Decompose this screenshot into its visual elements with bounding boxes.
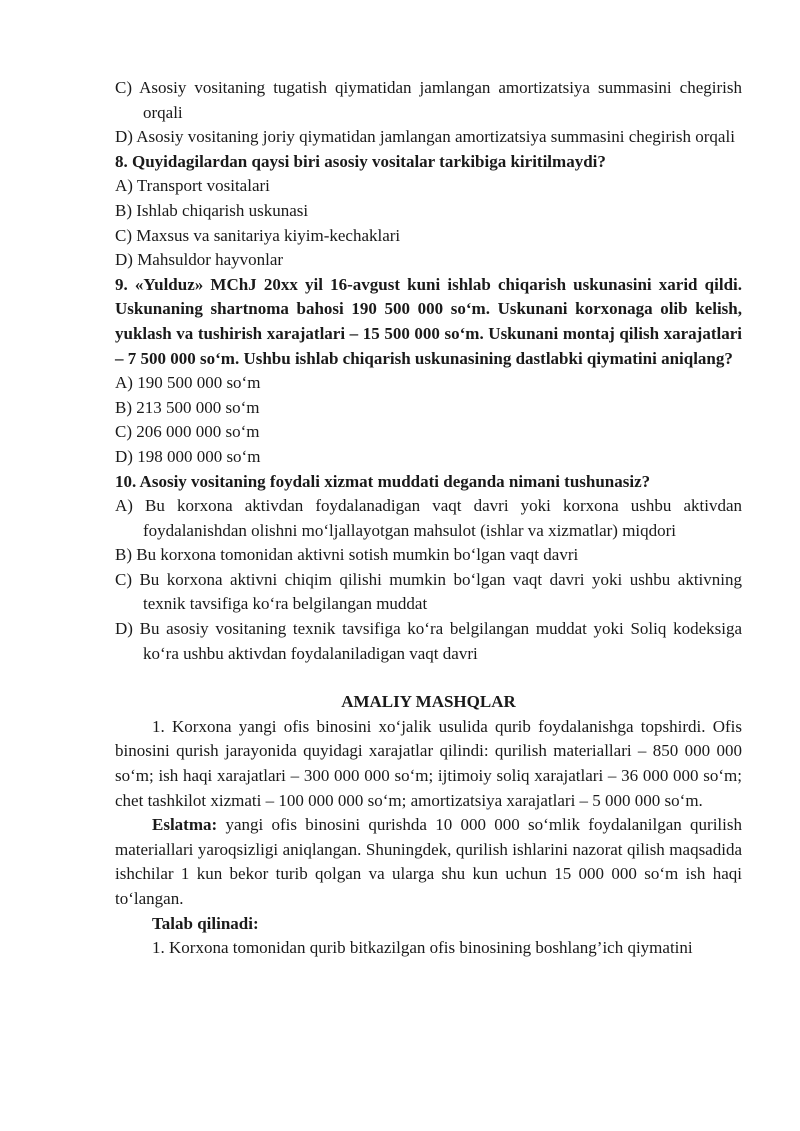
exercise-paragraph: 1. Korxona yangi ofis binosini xo‘jalik usulida qurib foydalanishga topshirdi. Ofis binosini qurish jarayonida quyidagi xarajatlar qilindi: qurilish materiallari – 850 000 000 so‘m; ish haqi xarajatlari – 300 000 000 so‘m; ijtimoiy soliq xarajatlari – 36 000 000 so‘m; chet tashkilot xizmati – 100 000 000 so‘m; amortizatsiya xarajatlari – 5 000 000 so‘m. [115,716,742,810]
q8-option-d: D) Mahsuldor hayvonlar [115,250,284,270]
task-1: 1. Korxona tomonidan qurib bitkazilgan ofis binosining boshlang’ich qiymatini [152,938,693,958]
document-page [115,76,742,961]
q8-option-b: B) Ishlab chiqarish uskunasi [115,200,309,220]
section-title: AMALIY MASHQLAR [341,692,516,712]
question-9: 9. «Yulduz» MChJ 20xx yil 16-avgust kuni ishlab chiqarish uskunasini xarid qildi. Uskunaning shartnoma bahosi 190 500 000 so‘m. Uskunani korxonaga olib kelish, yuklash va tushirish xarajatlari – 15 500 000 so‘m. Uskunani montaj qilish xarajatlari – 7 500 000 so‘m. Ushbu ishlab chiqarish uskunasining dastlabki qiymatini aniqlang? [115,274,742,368]
q8-option-c: C) Maxsus va sanitariya kiyim-kechaklari [115,225,401,245]
note-paragraph [115,813,742,911]
q10-option-d: D) Bu asosiy vositaning texnik tavsifiga ko‘ra belgilangan muddat yoki Soliq kodeksiga ko‘ra ushbu aktivdan foydalaniladigan vaqt davri [115,619,742,663]
note-label: Eslatma: [152,815,218,835]
q9-option-a: A) 190 500 000 so‘m [115,373,261,393]
q9-option-d: D) 198 000 000 so‘m [115,446,261,466]
q10-option-b: B) Bu korxona tomonidan aktivni sotish mumkin bo‘lgan vaqt davri [115,545,579,565]
q8-option-a: A) Transport vositalari [115,176,270,196]
question-10: 10. Asosiy vositaning foydali xizmat muddati deganda nimani tushunasiz? [115,471,651,491]
q10-option-a: A) Bu korxona aktivdan foydalanadigan vaqt davri yoki korxona ushbu aktivdan foydalanishdan olishni mo‘ljallayotgan mahsulot (ishlar va xizmatlar) miqdori [115,496,742,540]
required-label: Talab qilinadi: [152,913,259,933]
answer-option-d: D) Asosiy vositaning joriy qiymatidan jamlangan amortizatsiya summasini chegirish orqali [115,127,735,147]
note-text: yangi ofis binosini qurishda 10 000 000 so‘mlik foydalanilgan qurilish materiallari yaroqsizligi aniqlangan. Shuningdek, qurilish ishlarini nazorat qilish maqsadida ishchilar 1 kun bekor turib qolgan va ularga shu kun uchun 15 000 000 so‘m ish haqi to‘langan. [115,815,742,908]
question-8: 8. Quyidagilardan qaysi biri asosiy vositalar tarkibiga kiritilmaydi? [115,151,606,171]
answer-option-c: C) Asosiy vositaning tugatish qiymatidan jamlangan amortizatsiya summasini chegirish orqali [115,78,742,122]
q10-option-c: C) Bu korxona aktivni chiqim qilishi mumkin bo‘lgan vaqt davri yoki ushbu aktivning texnik tavsifiga ko‘ra belgilangan muddat [115,569,742,614]
q9-option-c: C) 206 000 000 so‘m [115,422,260,442]
q9-option-b: B) 213 500 000 so‘m [115,397,260,417]
